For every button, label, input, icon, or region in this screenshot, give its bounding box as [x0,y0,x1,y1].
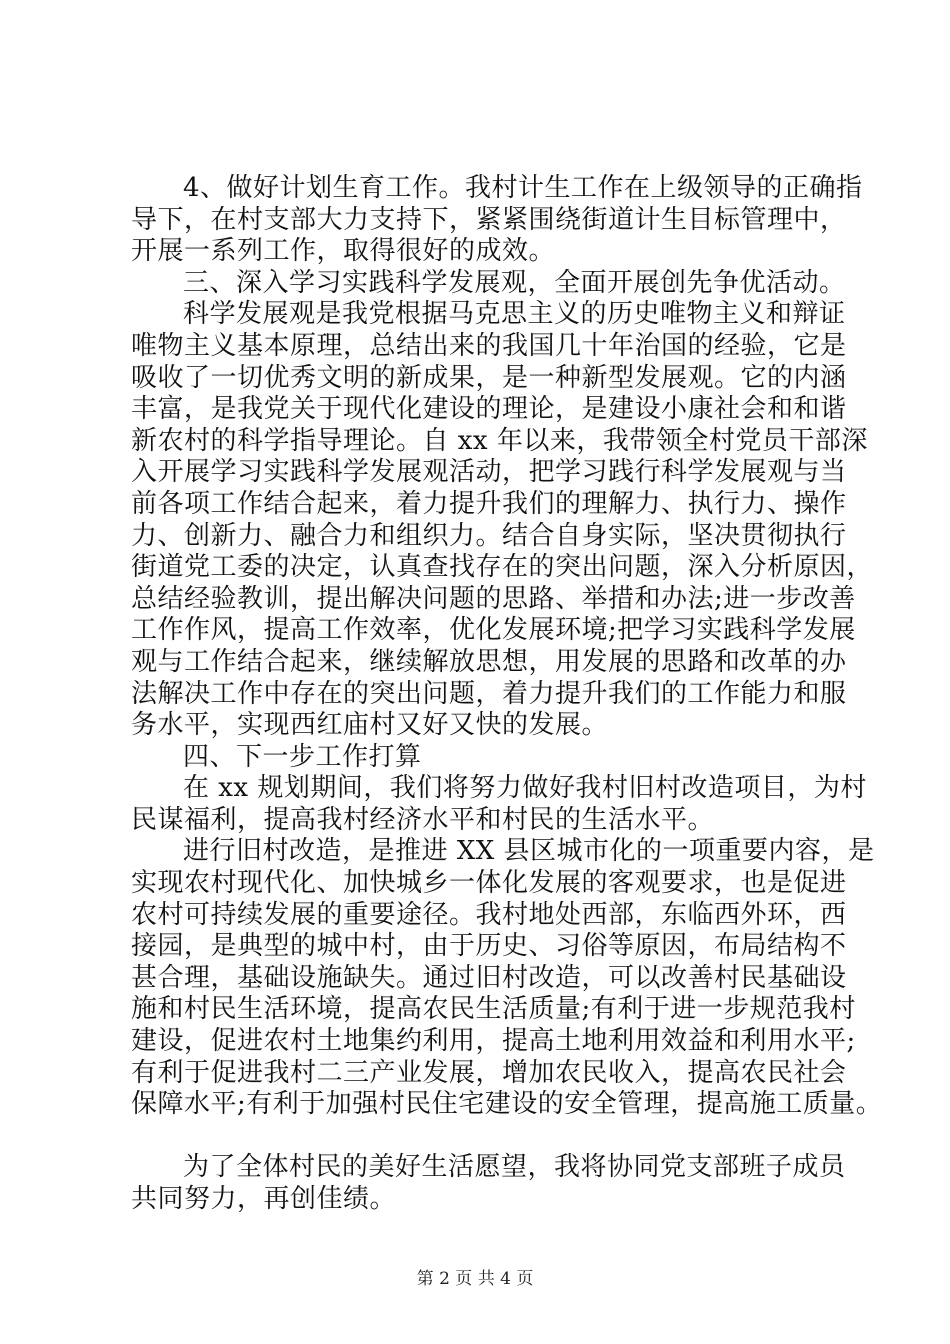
paragraph-village-renovation-line: 建设，促进农村土地集约利用，提高土地利用效益和利用水平; [131,1026,856,1057]
page-number-footer: 第 2 页 共 4 页 [416,1269,534,1289]
paragraph-scientific-outlook-line: 街道党工委的决定，认真查找存在的突出问题，深入分析原因， [131,552,874,583]
paragraph-closing-line: 共同努力，再创佳绩。 [131,1184,397,1214]
paragraph-family-planning-line: 开展一系列工作，取得很好的成效。 [131,236,556,267]
paragraph-village-renovation-line: 施和村民生活环境，提高农民生活质量;有利于进一步规范我村 [131,994,856,1025]
paragraph-scientific-outlook-line: 唯物主义基本原理，总结出来的我国几十年治国的经验，它是 [131,330,847,361]
paragraph-scientific-outlook-line: 工作作风，提高工作效率，优化发展环境;把学习实践科学发展 [131,615,856,646]
section-heading-four: 四、下一步工作打算 [183,741,422,772]
paragraph-scientific-outlook-line: 观与工作结合起来，继续解放思想，用发展的思路和改革的办 [131,646,847,677]
paragraph-scientific-outlook-line: 前各项工作结合起来，着力提升我们的理解力、执行力、操作 [131,488,847,519]
paragraph-scientific-outlook-line: 吸收了一切优秀文明的新成果，是一种新型发展观。它的内涵 [131,362,847,393]
paragraph-gap [131,1121,843,1153]
paragraph-village-renovation-line: 实现农村现代化、加快城乡一体化发展的客观要求，也是促进 [131,868,847,899]
paragraph-scientific-outlook-line: 务水平，实现西红庙村又好又快的发展。 [131,710,609,741]
paragraph-closing-line: 为了全体村民的美好生活愿望，我将协同党支部班子成员 [183,1152,846,1183]
paragraph-village-renovation-line: 接园，是典型的城中村，由于历史、习俗等原因，布局结构不 [131,931,847,962]
paragraph-plan-line: 民谋福利，提高我村经济水平和村民的生活水平。 [131,804,715,835]
paragraph-family-planning-line: 导下，在村支部大力支持下，紧紧围绕街道计生目标管理中， [131,204,847,235]
paragraph-village-renovation-line: 保障水平;有利于加强村民住宅建设的安全管理，提高施工质量。 [131,1089,883,1120]
document-body [131,173,883,1216]
section-heading-three: 三、深入学习实践科学发展观，全面开展创先争优活动。 [183,267,846,298]
paragraph-village-renovation-line: 甚合理，基础设施缺失。通过旧村改造，可以改善村民基础设 [131,962,847,993]
paragraph-scientific-outlook-line: 力、创新力、融合力和组织力。结合自身实际，坚决贯彻执行 [131,520,847,551]
paragraph-village-renovation-line: 有利于促进我村二三产业发展，增加农民收入，提高农民社会 [131,1057,847,1088]
paragraph-plan-line: 在 xx 规划期间，我们将努力做好我村旧村改造项目，为村 [183,773,867,804]
paragraph-scientific-outlook-line: 法解决工作中存在的突出问题，着力提升我们的工作能力和服 [131,678,847,709]
paragraph-scientific-outlook-line: 新农村的科学指导理论。自 xx 年以来，我带领全村党员干部深 [131,425,868,456]
paragraph-scientific-outlook-line: 总结经验教训，提出解决问题的思路、举措和办法;进一步改善 [131,583,856,614]
paragraph-family-planning-line: 4、做好计划生育工作。我村计生工作在上级领导的正确指 [183,173,863,203]
paragraph-scientific-outlook-line: 科学发展观是我党根据马克思主义的历史唯物主义和辩证 [183,299,846,330]
paragraph-scientific-outlook-line: 丰富，是我党关于现代化建设的理论，是建设小康社会和和谐 [131,394,847,425]
paragraph-village-renovation-line: 进行旧村改造，是推进 XX 县区城市化的一项重要内容，是 [183,836,875,867]
paragraph-scientific-outlook-line: 入开展学习实践科学发展观活动，把学习践行科学发展观与当 [131,457,847,488]
paragraph-village-renovation-line: 农村可持续发展的重要途径。我村地处西部，东临西外环，西 [131,899,847,930]
